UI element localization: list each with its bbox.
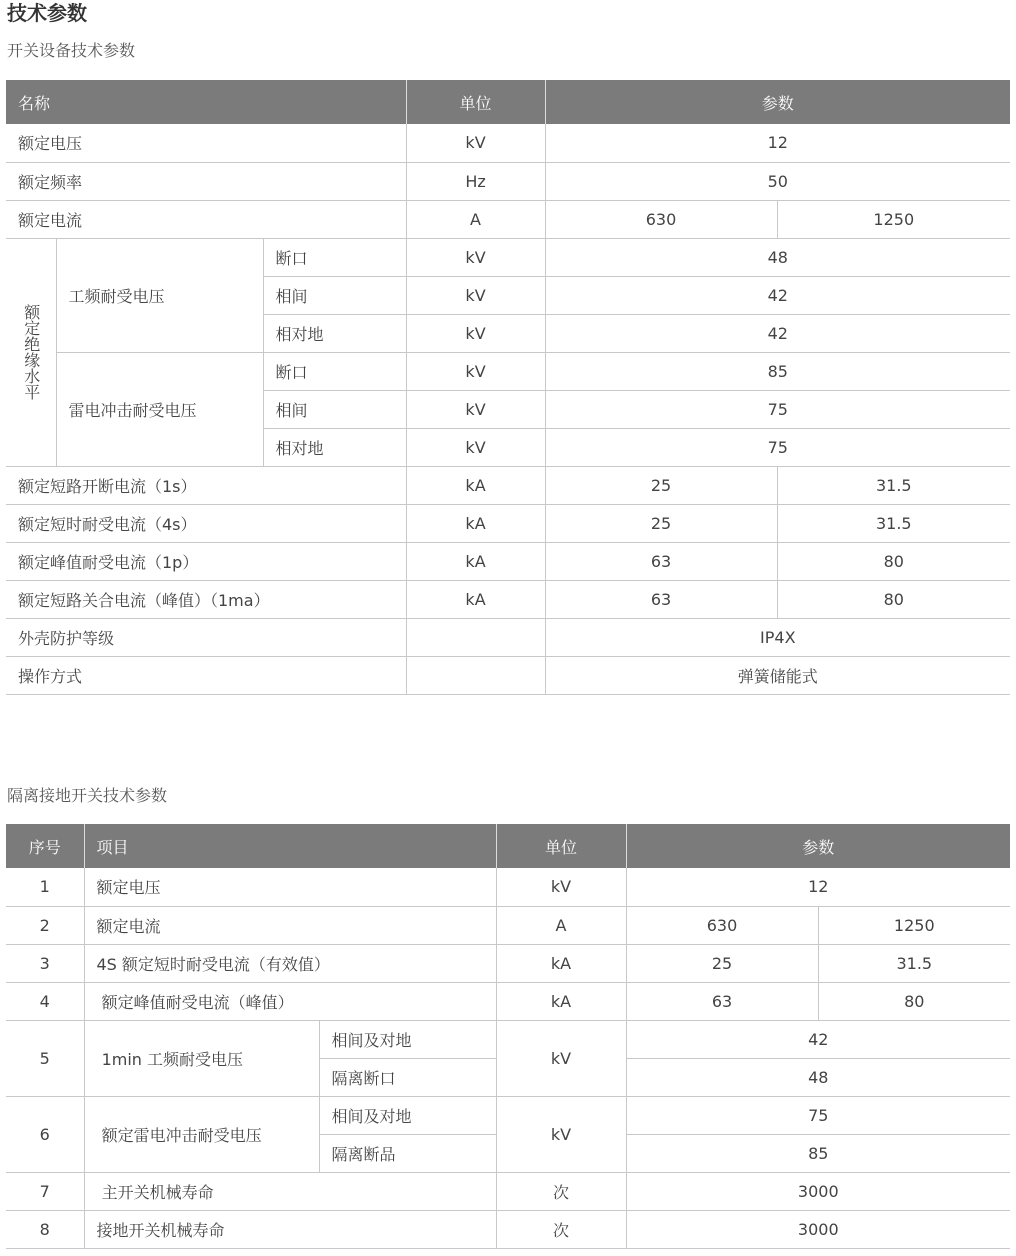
row-sub: 隔离断口 xyxy=(319,1058,496,1096)
row-value: 12 xyxy=(545,124,1010,162)
row-name: 额定峰值耐受电流（1p） xyxy=(6,542,406,580)
row-value-a: 630 xyxy=(545,200,777,238)
row-unit: kA xyxy=(496,944,626,982)
row-unit: A xyxy=(496,906,626,944)
table-row xyxy=(6,504,1010,542)
row-sub: 相间 xyxy=(263,276,406,314)
row-unit: kV xyxy=(406,390,545,428)
row-unit: 次 xyxy=(496,1172,626,1210)
row-value: 3000 xyxy=(626,1210,1010,1248)
row-unit xyxy=(406,618,545,656)
table-row xyxy=(6,906,1010,944)
table-header-row xyxy=(6,80,1010,124)
row-no: 5 xyxy=(6,1020,84,1096)
row-value-a: 63 xyxy=(545,580,777,618)
row-sub: 相间 xyxy=(263,390,406,428)
table-row xyxy=(6,200,1010,238)
row-sub: 相对地 xyxy=(263,314,406,352)
header-param: 参数 xyxy=(626,824,1010,868)
row-unit: A xyxy=(406,200,545,238)
row-no: 8 xyxy=(6,1210,84,1248)
table-row xyxy=(6,542,1010,580)
row-name: 额定短时耐受电流（4s） xyxy=(6,504,406,542)
table-row xyxy=(6,944,1010,982)
row-item: 4S 额定短时耐受电流（有效值） xyxy=(84,944,496,982)
row-unit: 次 xyxy=(496,1210,626,1248)
row-no: 6 xyxy=(6,1096,84,1172)
row-value-a: 63 xyxy=(626,982,818,1020)
table-row xyxy=(6,1210,1010,1248)
table-row xyxy=(6,238,1010,276)
row-value: 48 xyxy=(545,238,1010,276)
row-name: 额定短路关合电流（峰值）（1ma） xyxy=(6,580,406,618)
row-item: 1min 工频耐受电压 xyxy=(84,1020,319,1096)
row-no: 3 xyxy=(6,944,84,982)
row-name: 操作方式 xyxy=(6,656,406,694)
row-value-a: 25 xyxy=(545,504,777,542)
power-frequency-label: 工频耐受电压 xyxy=(56,238,263,352)
row-no: 7 xyxy=(6,1172,84,1210)
row-unit: kA xyxy=(496,982,626,1020)
row-unit: kV xyxy=(406,352,545,390)
row-value-b: 31.5 xyxy=(777,504,1010,542)
table-row xyxy=(6,1020,1010,1058)
row-value-b: 31.5 xyxy=(818,944,1010,982)
row-item: 主开关机械寿命 xyxy=(84,1172,496,1210)
row-unit: kV xyxy=(496,868,626,906)
table-row xyxy=(6,352,1010,390)
row-sub: 相对地 xyxy=(263,428,406,466)
row-value: IP4X xyxy=(545,618,1010,656)
row-no: 2 xyxy=(6,906,84,944)
switchgear-spec-table xyxy=(6,80,1010,695)
row-value-b: 1250 xyxy=(818,906,1010,944)
row-name: 额定电流 xyxy=(6,200,406,238)
row-value: 75 xyxy=(545,428,1010,466)
row-value: 85 xyxy=(545,352,1010,390)
table-row xyxy=(6,618,1010,656)
row-value: 42 xyxy=(545,314,1010,352)
table-row xyxy=(6,656,1010,694)
header-item: 项目 xyxy=(84,824,496,868)
row-unit: kA xyxy=(406,466,545,504)
table-row xyxy=(6,868,1010,906)
row-unit: kV xyxy=(406,276,545,314)
row-unit: kV xyxy=(406,124,545,162)
row-name: 额定电压 xyxy=(6,124,406,162)
row-sub: 隔离断品 xyxy=(319,1134,496,1172)
row-unit: kA xyxy=(406,580,545,618)
lightning-impulse-label: 雷电冲击耐受电压 xyxy=(56,352,263,466)
row-item: 额定电流 xyxy=(84,906,496,944)
row-unit: kV xyxy=(406,314,545,352)
row-unit: kV xyxy=(406,238,545,276)
row-value-b: 1250 xyxy=(777,200,1010,238)
row-unit: kA xyxy=(406,542,545,580)
row-sub: 相间及对地 xyxy=(319,1020,496,1058)
table-row xyxy=(6,466,1010,504)
row-no: 4 xyxy=(6,982,84,1020)
row-value-a: 25 xyxy=(545,466,777,504)
row-value: 85 xyxy=(626,1134,1010,1172)
header-param: 参数 xyxy=(545,80,1010,124)
row-value: 3000 xyxy=(626,1172,1010,1210)
row-sub: 相间及对地 xyxy=(319,1096,496,1134)
row-value: 50 xyxy=(545,162,1010,200)
earthing-switch-spec-table xyxy=(6,824,1010,1249)
row-item: 接地开关机械寿命 xyxy=(84,1210,496,1248)
row-item: 额定电压 xyxy=(84,868,496,906)
row-unit: kV xyxy=(496,1020,626,1096)
row-no: 1 xyxy=(6,868,84,906)
switchgear-table-title: 开关设备技术参数 xyxy=(7,41,136,60)
insulation-group-label: 额定绝缘水平 xyxy=(6,238,56,466)
row-value-a: 63 xyxy=(545,542,777,580)
table-row xyxy=(6,982,1010,1020)
row-value-a: 630 xyxy=(626,906,818,944)
row-value: 48 xyxy=(626,1058,1010,1096)
row-value: 75 xyxy=(626,1096,1010,1134)
table-row xyxy=(6,580,1010,618)
row-name: 额定短路开断电流（1s） xyxy=(6,466,406,504)
row-value-b: 80 xyxy=(777,580,1010,618)
row-unit: Hz xyxy=(406,162,545,200)
page-title: 技术参数 xyxy=(7,1,87,25)
table-row xyxy=(6,1096,1010,1134)
table-header-row xyxy=(6,824,1010,868)
row-unit: kV xyxy=(496,1096,626,1172)
row-name: 额定频率 xyxy=(6,162,406,200)
table-row xyxy=(6,124,1010,162)
row-item: 额定雷电冲击耐受电压 xyxy=(84,1096,319,1172)
row-value: 75 xyxy=(545,390,1010,428)
row-value-b: 80 xyxy=(818,982,1010,1020)
header-no: 序号 xyxy=(6,824,84,868)
row-item: 额定峰值耐受电流（峰值） xyxy=(84,982,496,1020)
row-value: 弹簧储能式 xyxy=(545,656,1010,694)
table-row xyxy=(6,162,1010,200)
header-unit: 单位 xyxy=(496,824,626,868)
header-unit: 单位 xyxy=(406,80,545,124)
row-sub: 断口 xyxy=(263,238,406,276)
row-sub: 断口 xyxy=(263,352,406,390)
row-value: 42 xyxy=(545,276,1010,314)
row-value: 42 xyxy=(626,1020,1010,1058)
row-unit xyxy=(406,656,545,694)
row-value: 12 xyxy=(626,868,1010,906)
header-name: 名称 xyxy=(6,80,406,124)
row-value-b: 31.5 xyxy=(777,466,1010,504)
table-row xyxy=(6,1172,1010,1210)
row-name: 外壳防护等级 xyxy=(6,618,406,656)
row-value-b: 80 xyxy=(777,542,1010,580)
earthing-switch-table-title: 隔离接地开关技术参数 xyxy=(7,786,168,805)
row-unit: kV xyxy=(406,428,545,466)
row-unit: kA xyxy=(406,504,545,542)
row-value-a: 25 xyxy=(626,944,818,982)
